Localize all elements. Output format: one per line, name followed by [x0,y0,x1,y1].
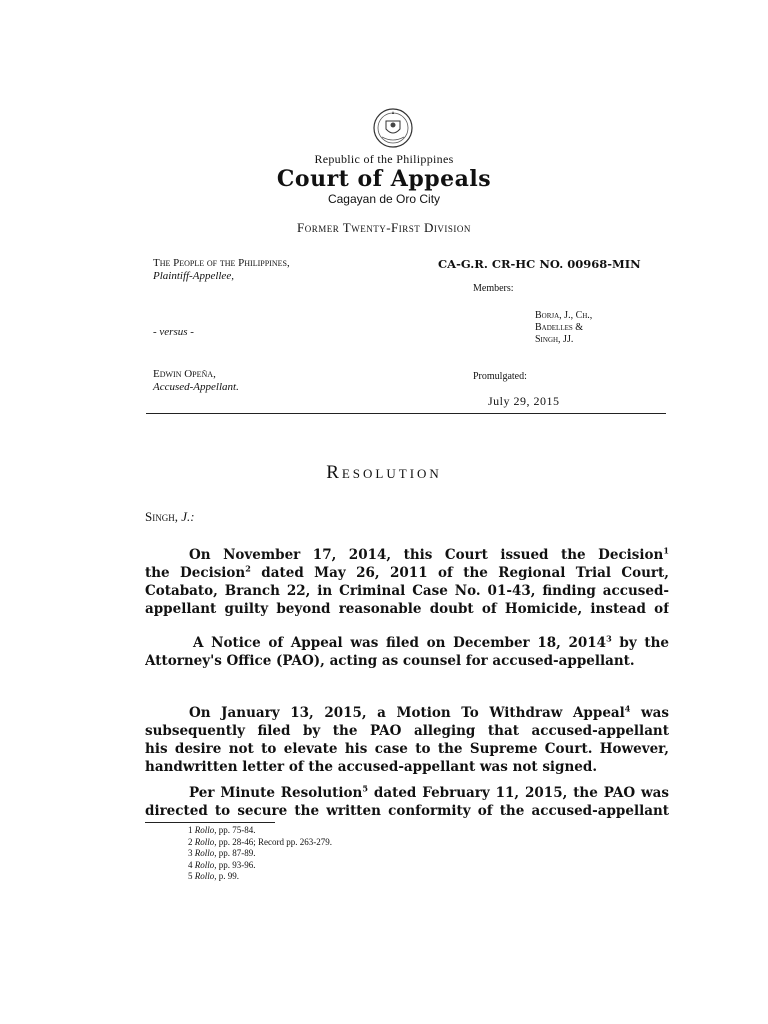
footnote-pages: p. 99. [216,871,239,881]
footnote-number: 3 [188,848,193,858]
footnote-pages: pp. 75-84. [216,825,256,835]
members-label: Members: [473,283,514,294]
appellant-block [153,368,239,394]
ponente-name: Singh, [145,509,178,524]
text-run: dated May 26, 2011 of the Regional Trial Court, [261,565,669,581]
footnote-number: 5 [188,871,193,881]
promulgated-date: July 29, 2015 [488,394,560,408]
text-run: Per Minute Resolution [189,785,363,801]
republic-heading: Republic of the Philippines [314,152,454,166]
footnote-item [188,848,332,860]
text-run: A Notice of Appeal was filed on December 18, 2014 [193,635,607,651]
member-item: Borja, J., Ch., [535,310,593,321]
footnote-item [188,871,332,883]
footnote-item [188,860,332,872]
ponente-suffix: J.: [181,509,195,524]
footnote-divider [145,822,275,823]
document-title: Resolution [326,462,442,483]
paragraph-1 [145,546,669,618]
footnote-item [188,825,332,837]
division-name: Former Twenty-First Division [297,220,471,235]
footnote-source: Rollo, [194,848,217,858]
court-city: Cagayan de Oro City [327,192,441,206]
footnote-number: 2 [188,836,193,847]
text-run: by the [619,635,669,651]
footnote-source: Rollo, [194,859,217,870]
promulgated-label: Promulgated: [473,371,527,382]
text-run: dated February 11, 2015, the PAO was [368,785,669,801]
text-line: Attorney's Office (PAO), acting as counsel for accused-appellant. [145,653,635,669]
footnote-ref: 5 [362,784,368,794]
footnote-ref: 2 [245,564,251,574]
text-line: Cotabato, Branch 22, in Criminal Case No. 01-43, finding accused- [145,583,669,599]
footnote-ref: 4 [624,704,631,714]
case-number: CA-G.R. CR-HC NO. 00968-MIN [438,257,641,271]
footnote-pages: pp. 28-46; Record pp. 263-279. [216,836,332,847]
court-name: Court of Appeals [276,166,492,192]
member-item: Singh, JJ. [535,334,574,345]
member-item: Badelles & [535,322,584,333]
appellant-role: Accused-Appellant. [153,381,239,393]
footnotes [188,825,332,883]
versus-label: - versus - [153,326,194,338]
plaintiff-block [153,257,290,283]
members-list [535,310,592,346]
footnote-ref: 1 [663,546,669,556]
text-line: his desire not to elevate his case to the Supreme Court. However, [145,741,669,757]
footnote-source: Rollo, [194,871,217,881]
text-run: On January 13, 2015, a Motion To Withdraw Appeal [189,705,625,721]
court-seal-icon [372,107,414,149]
footnote-number: 1 [188,825,193,835]
footnote-pages: pp. 87-89. [216,848,256,858]
caption-divider [146,413,666,414]
text-line: subsequently filed by the PAO alleging that accused-appellant [145,723,669,739]
footnote-item [188,837,332,849]
ponente [145,509,195,525]
text-run: the Decision [145,565,246,581]
text-line: directed to secure the written conformity of the accused-appellant [145,803,669,819]
paragraph-4 [145,784,669,820]
plaintiff-role: Plaintiff-Appellee, [153,270,234,282]
footnote-source: Rollo, [194,825,217,835]
text-run: was [630,705,669,721]
footnote-pages: pp. 93-96. [216,859,256,870]
plaintiff-name: The People of the Philippines, [153,257,290,269]
footnote-number: 4 [188,859,193,870]
paragraph-3 [145,704,669,776]
footnote-source: Rollo, [194,836,217,847]
paragraph-2 [145,634,669,670]
text-line: appellant guilty beyond reasonable doubt of Homicide, instead of [145,601,669,617]
text-run: On November 17, 2014, this Court issued the Decision [189,547,664,563]
appellant-name: Edwin Opeña, [153,368,216,380]
footnote-ref: 3 [606,634,612,644]
text-line: handwritten letter of the accused-appellant was not signed. [145,759,598,775]
